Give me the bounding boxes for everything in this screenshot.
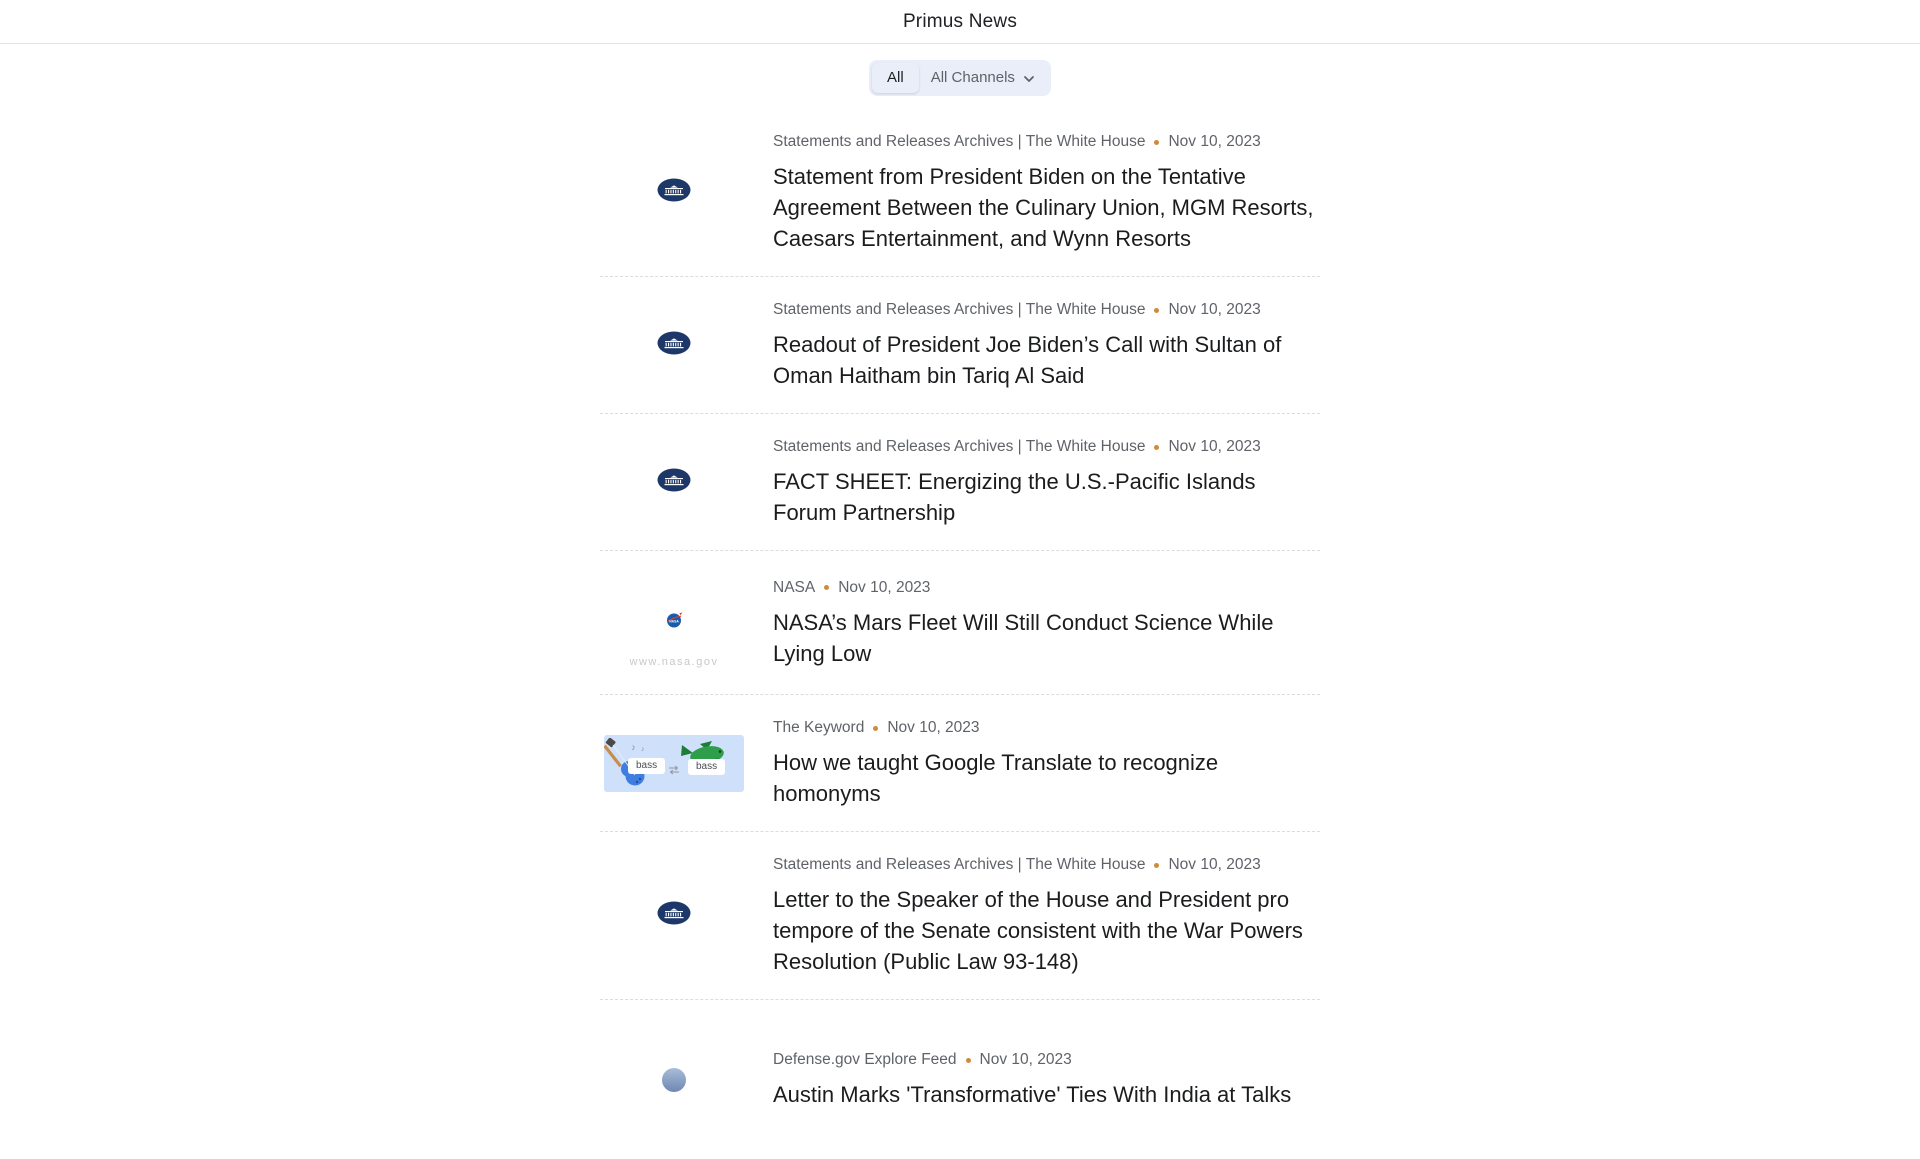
article-thumbnail <box>600 153 748 232</box>
article-title[interactable]: FACT SHEET: Energizing the U.S.-Pacific Islands Forum Partnership <box>773 469 1256 525</box>
article-source: Statements and Releases Archives | The White House <box>773 301 1146 318</box>
news-item[interactable] <box>600 550 1320 694</box>
article-date: Nov 10, 2023 <box>979 1051 1072 1068</box>
channels-dropdown-label: All Channels <box>930 69 1015 86</box>
page-title: Primus News <box>902 10 1018 32</box>
article-source: Statements and Releases Archives | The White House <box>773 856 1146 873</box>
article-title[interactable]: NASA’s Mars Fleet Will Still Conduct Science While Lying Low <box>773 609 1274 666</box>
article-title[interactable]: Letter to the Speaker of the House and President pro tempore of the Senate consistent with the War Powers Resolution (Public Law 93-148) <box>773 887 1303 974</box>
dot-separator <box>966 1058 971 1063</box>
filter-tab-all[interactable]: All <box>872 63 919 93</box>
article-source: Defense.gov Explore Feed <box>773 1051 957 1068</box>
translate-word-chip: bass <box>688 759 725 775</box>
chevron-down-icon <box>1022 71 1036 86</box>
svg-text:NASA: NASA <box>668 618 679 623</box>
article-title[interactable]: How we taught Google Translate to recognize homonyms <box>773 750 1219 806</box>
article-date: Nov 10, 2023 <box>1168 856 1261 873</box>
news-item[interactable] <box>600 999 1320 1159</box>
article-thumbnail <box>600 306 748 385</box>
whitehouse-logo-icon <box>657 178 691 207</box>
article-title[interactable]: Statement from President Biden on the Tentative Agreement Between the Culinary Union, MGM Resorts, Caesars Entertainment, and Wynn Resorts <box>773 164 1314 251</box>
thumbnail-caption: www.nasa.gov <box>629 656 719 668</box>
app-header <box>0 0 1920 44</box>
dot-separator <box>1154 863 1159 868</box>
news-item[interactable] <box>600 694 1320 831</box>
dot-separator <box>873 726 878 731</box>
news-item[interactable] <box>600 831 1320 999</box>
news-item[interactable] <box>600 413 1320 550</box>
article-source: NASA <box>773 578 816 596</box>
news-item[interactable] <box>600 109 1320 276</box>
article-source: Statements and Releases Archives | The White House <box>773 133 1146 150</box>
dot-separator <box>824 585 829 590</box>
whitehouse-logo-icon <box>657 468 691 497</box>
google-translate-illustration <box>604 735 744 792</box>
music-note-icon: ♪ <box>630 741 637 752</box>
article-source: Statements and Releases Archives | The White House <box>773 438 1146 455</box>
article-thumbnail <box>600 876 748 955</box>
channel-filter-control <box>869 60 1051 96</box>
article-date: Nov 10, 2023 <box>1168 301 1261 318</box>
article-thumbnail <box>600 735 748 792</box>
article-date: Nov 10, 2023 <box>1168 133 1261 150</box>
whitehouse-logo-icon <box>657 901 691 930</box>
translate-word-chip: bass <box>628 758 665 774</box>
article-thumbnail <box>600 443 748 522</box>
article-date: Nov 10, 2023 <box>1168 438 1261 455</box>
dot-separator <box>1154 445 1159 450</box>
article-date: Nov 10, 2023 <box>838 578 931 596</box>
whitehouse-logo-icon <box>657 331 691 360</box>
article-thumbnail <box>600 573 748 672</box>
article-source: The Keyword <box>773 719 865 736</box>
article-date: Nov 10, 2023 <box>887 719 980 736</box>
dot-separator <box>1154 308 1159 313</box>
article-title[interactable]: Readout of President Joe Biden’s Call with Sultan of Oman Haitham bin Tariq Al Said <box>773 332 1282 388</box>
nasa-logo-icon <box>666 612 683 634</box>
news-item[interactable] <box>600 276 1320 413</box>
article-title[interactable]: Austin Marks 'Transformative' Ties With India at Talks <box>773 1082 1292 1107</box>
filter-bar <box>0 44 1920 96</box>
music-note-icon: ♪ <box>641 745 645 753</box>
news-feed <box>600 109 1320 1159</box>
channels-dropdown[interactable] <box>919 63 1048 93</box>
dot-separator <box>1154 140 1159 145</box>
